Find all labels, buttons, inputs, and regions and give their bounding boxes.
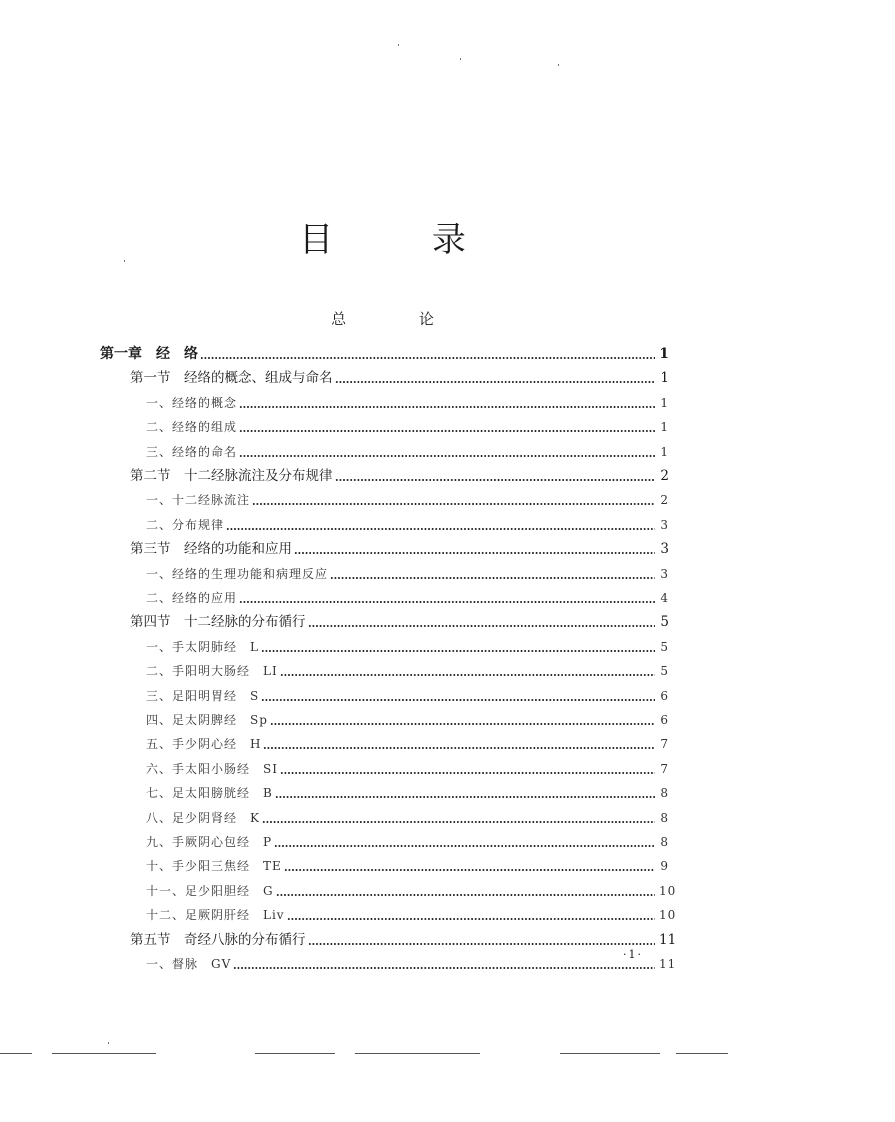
toc-leader-dots <box>239 406 655 408</box>
toc-entry[interactable] <box>146 732 669 752</box>
scan-speck <box>558 64 559 66</box>
toc-entry-page: 10 <box>659 883 677 898</box>
toc-entry-label: 第四节 十二经脉的分布循行 <box>130 614 306 631</box>
toc-entry-page: 8 <box>660 786 669 801</box>
toc-entry[interactable] <box>146 903 677 923</box>
toc-entry-page: 6 <box>660 713 669 727</box>
toc-entry[interactable] <box>146 391 669 411</box>
scan-line <box>52 1053 156 1054</box>
toc-entry-page: 1 <box>660 395 669 410</box>
toc-leader-dots <box>233 967 655 969</box>
toc-entry[interactable] <box>146 806 669 826</box>
toc-leader-dots <box>280 772 655 774</box>
toc-leader-dots <box>308 625 656 627</box>
toc-entry-page: 10 <box>659 908 677 923</box>
toc-entry-page: 1 <box>660 444 669 459</box>
toc-entry-page: 7 <box>660 737 669 752</box>
scan-speck <box>108 1042 109 1044</box>
toc-entry-label: 三、经络的命名 <box>146 444 238 459</box>
toc-entry-page: 8 <box>660 835 669 849</box>
toc-entry-page: 3 <box>660 541 669 558</box>
toc-entry-label: 第五节 奇经八脉的分布循行 <box>130 931 306 948</box>
toc-leader-dots <box>239 455 655 457</box>
toc-entry-label: 九、手厥阴心包经 P <box>146 835 273 849</box>
toc-leader-dots <box>252 503 655 505</box>
scan-line <box>676 1053 728 1054</box>
toc-leader-dots <box>226 528 655 530</box>
toc-leader-dots <box>335 479 656 481</box>
toc-entry-page: 6 <box>660 688 669 703</box>
toc-entry-label: 五、手少阴心经 H <box>146 737 262 752</box>
page-title: 目 录 <box>299 220 510 260</box>
toc-leader-dots <box>335 381 656 383</box>
toc-entry-page: 8 <box>660 810 669 825</box>
toc-entry[interactable] <box>146 879 677 899</box>
toc-leader-dots <box>239 430 655 432</box>
toc-entry[interactable] <box>130 928 677 948</box>
toc-entry[interactable] <box>130 366 669 386</box>
toc-leader-dots <box>261 699 655 701</box>
toc-entry[interactable] <box>146 659 669 679</box>
toc-entry-label: 六、手太阳小肠经 SI <box>146 761 278 776</box>
toc-entry-page: 7 <box>660 761 669 776</box>
scan-line <box>560 1053 660 1054</box>
toc-entry[interactable] <box>146 708 669 728</box>
toc-leader-dots <box>275 796 655 798</box>
toc-leader-dots <box>262 821 655 823</box>
toc-leader-dots <box>274 845 655 847</box>
toc-entry-label: 四、足太阴脾经 Sp <box>146 713 268 727</box>
toc-leader-dots <box>287 918 655 920</box>
section-heading: 总 论 <box>331 310 468 328</box>
toc-entry[interactable] <box>146 684 669 704</box>
toc-entry-label: 十二、足厥阴肝经 Liv <box>146 908 285 923</box>
toc-entry-label: 第三节 经络的功能和应用 <box>130 541 292 558</box>
scan-speck <box>460 58 461 60</box>
toc-entry[interactable] <box>146 586 669 606</box>
toc-entry-label: 十、手少阳三焦经 TE <box>146 859 282 874</box>
toc-entry[interactable] <box>146 854 669 874</box>
toc-entry[interactable] <box>146 757 669 777</box>
toc-entry-label: 七、足太阳膀胱经 B <box>146 786 273 801</box>
toc-entry-label: 一、经络的概念 <box>146 395 238 410</box>
toc-entry[interactable] <box>130 610 669 630</box>
toc-leader-dots <box>294 552 655 554</box>
toc-entry-label: 二、经络的应用 <box>146 591 238 605</box>
page-folio: ·1· <box>623 948 643 961</box>
toc-entry[interactable] <box>146 952 677 972</box>
toc-entry[interactable] <box>146 562 669 582</box>
toc-leader-dots <box>276 894 655 896</box>
scan-speck <box>124 260 125 262</box>
toc-entry-label: 一、手太阴肺经 L <box>146 639 259 654</box>
toc-leader-dots <box>284 869 655 871</box>
toc-entry[interactable] <box>130 537 669 557</box>
toc-entry[interactable] <box>146 488 669 508</box>
toc-entry-page: 5 <box>660 664 669 679</box>
toc-entry-label: 二、手阳明大肠经 LI <box>146 664 278 679</box>
toc-entry-label: 第一节 经络的概念、组成与命名 <box>130 370 333 387</box>
toc-entry[interactable] <box>146 415 669 435</box>
toc-leader-dots <box>270 723 655 725</box>
toc-leader-dots <box>239 601 655 603</box>
toc-entry-label: 一、经络的生理功能和病理反应 <box>146 566 329 581</box>
toc-entry-page: 9 <box>660 859 669 874</box>
scan-speck <box>398 44 399 46</box>
toc-entry-label: 三、足阳明胃经 S <box>146 688 260 703</box>
toc-entry-label: 十一、足少阳胆经 G <box>146 883 274 898</box>
toc-entry-page: 1 <box>659 346 669 362</box>
toc-entry-label: 一、督脉 GV <box>146 957 232 971</box>
toc-leader-dots <box>308 943 656 945</box>
toc-entry[interactable] <box>146 440 669 460</box>
scan-line <box>355 1053 480 1054</box>
toc-entry-page: 1 <box>660 370 669 387</box>
toc-entry-page: 4 <box>660 591 669 605</box>
toc-entry-label: 八、足少阴肾经 K <box>146 810 260 825</box>
toc-leader-dots <box>280 674 655 676</box>
toc-leader-dots <box>263 747 655 749</box>
toc-entry-label: 一、十二经脉流注 <box>146 493 251 508</box>
toc-entry[interactable] <box>130 464 669 484</box>
toc-entry-page: 11 <box>659 931 677 948</box>
toc-entry-page: 1 <box>660 420 669 435</box>
toc-entry-page: 5 <box>660 614 669 631</box>
scan-line <box>255 1053 335 1054</box>
toc-leader-dots <box>200 357 655 359</box>
toc-entry-label: 第一章 经 络 <box>100 346 198 362</box>
toc-entry-page: 3 <box>660 517 669 532</box>
toc-entry[interactable] <box>100 342 669 362</box>
toc-leader-dots <box>261 650 655 652</box>
toc-entry-page: 2 <box>660 493 669 508</box>
toc-entry[interactable] <box>146 781 669 801</box>
toc-entry-page: 11 <box>659 957 677 971</box>
toc-entry[interactable] <box>146 635 669 655</box>
toc-entry-page: 3 <box>660 566 669 581</box>
toc-entry-page: 2 <box>660 468 669 484</box>
toc-entry-label: 二、经络的组成 <box>146 420 238 435</box>
toc-entry[interactable] <box>146 513 669 533</box>
toc-leader-dots <box>330 577 655 579</box>
scan-line <box>0 1053 32 1054</box>
toc-entry-page: 5 <box>660 639 669 654</box>
toc-entry-label: 第二节 十二经脉流注及分布规律 <box>130 468 333 484</box>
toc-entry-label: 二、分布规律 <box>146 517 225 532</box>
toc-entry[interactable] <box>146 830 669 850</box>
